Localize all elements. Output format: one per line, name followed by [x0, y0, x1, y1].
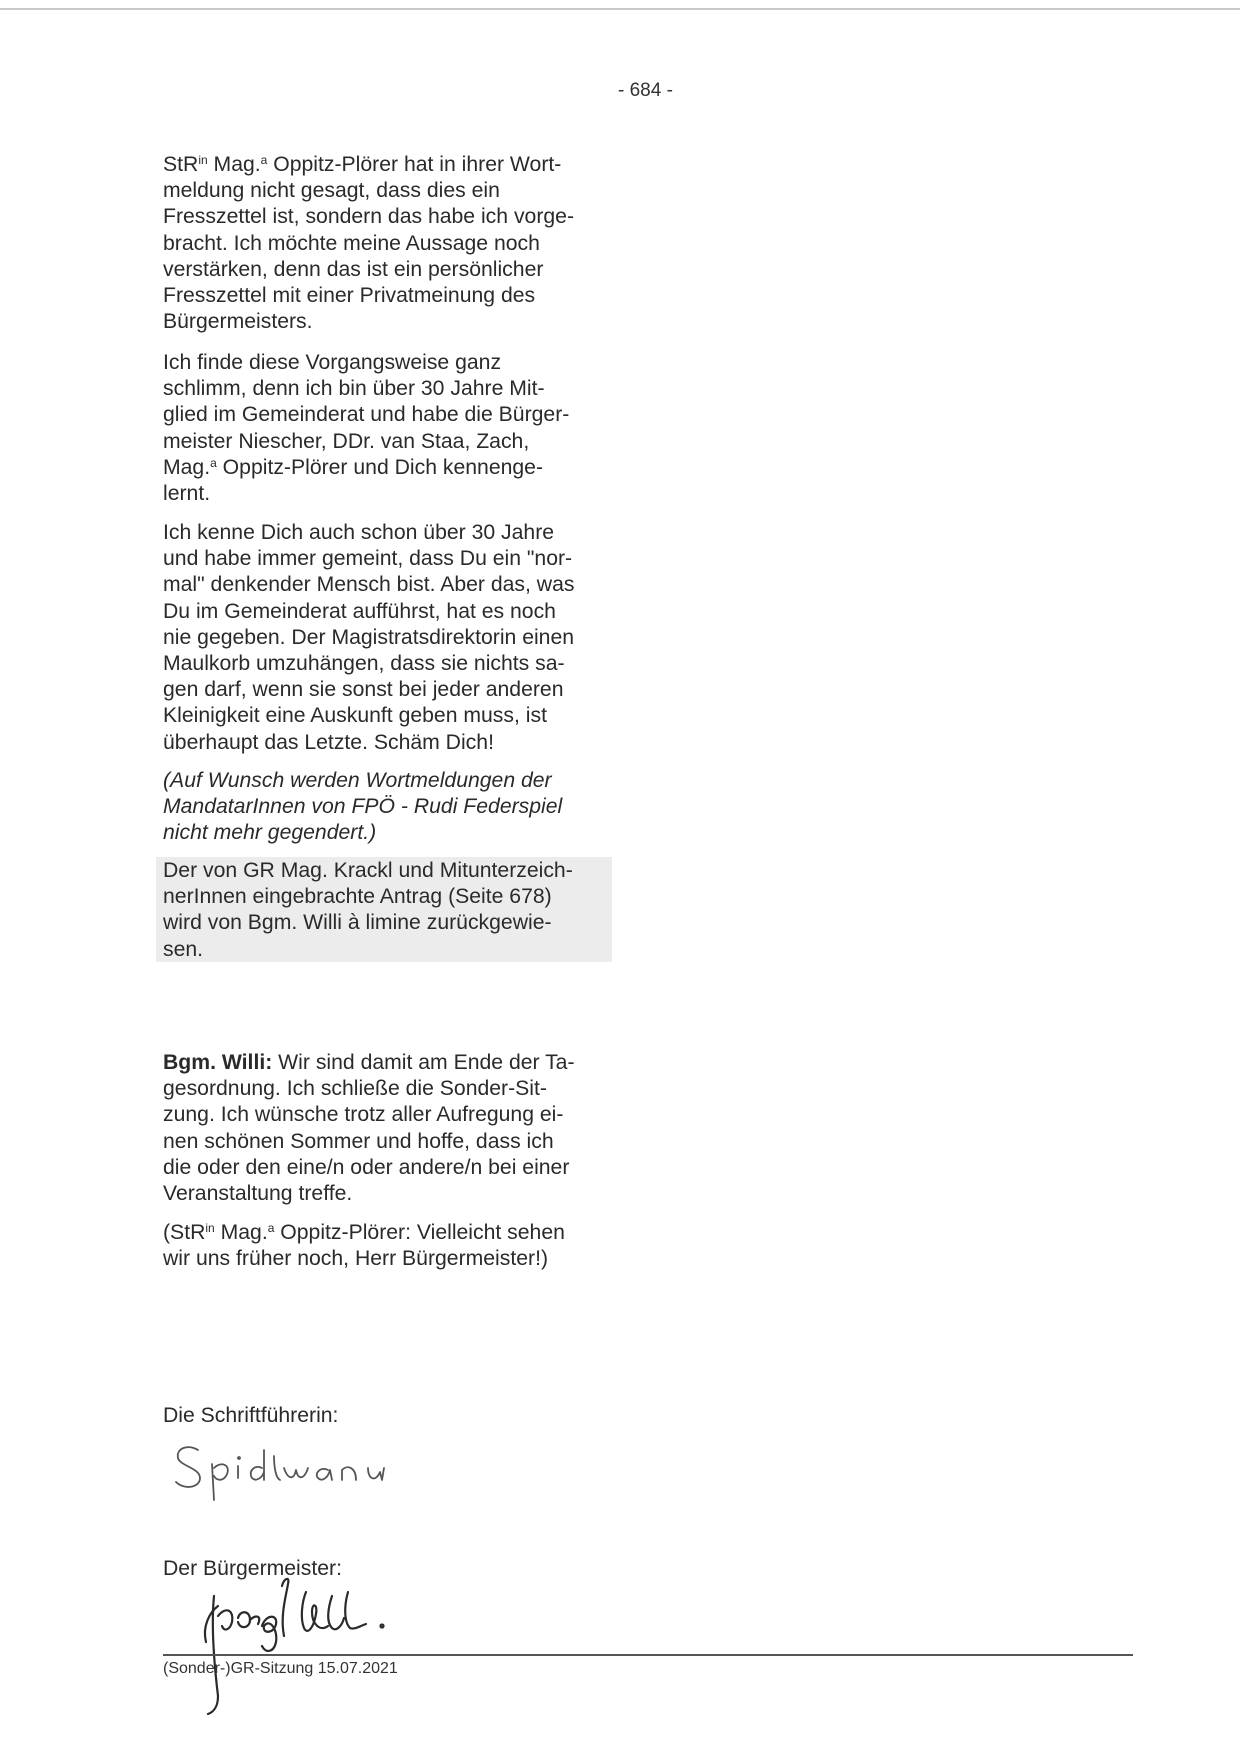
editorial-note: (Auf Wunsch werden Wortmeldungen der MandatarInnen von FPÖ - Rudi Federspiel nicht mehr gegendert.) [163, 769, 563, 845]
paragraph-1: StR$^{in}$ Mag.$^a$ Oppitz-Plörer hat in ihrer Wort- meldung nicht gesagt, dass dies ein Fresszettel ist, sondern das habe ich vorge- bracht. Ich möchte meine Aussage noch verstärken, denn das ist ein persönlicher Fresszettel mit einer Privatmeinung des Bürgermeisters. [163, 153, 575, 334]
motion-rejected-paragraph: Der von GR Mag. Krackl und Mitunterzeich- nerInnen eingebrachte Antrag (Seite 678) wird von Bgm. Willi à limine zurückgewie- sen. [163, 859, 573, 961]
mayor-label: Der Bürgermeister: [163, 1557, 342, 1580]
secretary-label: Die Schriftführerin: [163, 1404, 339, 1427]
paragraph-2: Ich finde diese Vorgangsweise ganz schlimm, denn ich bin über 30 Jahre Mit- glied im Gemeinderat und habe die Bürger- meister Niescher, DDr. van Staa, Zach, Mag.$^a$ Oppitz-Plörer und Dich kennenge- lernt. [163, 351, 570, 506]
footer-text: (Sonder-)GR-Sitzung 15.07.2021 [163, 1660, 398, 1677]
secretary-signature [170, 1438, 440, 1508]
footer-rule [163, 1654, 1133, 1656]
paragraph-3: Ich kenne Dich auch schon über 30 Jahre und habe immer gemeint, dass Du ein "nor- mal" denkender Mensch bist. Aber das, was Du im Gemeinderat aufführst, hat es noch nie gegeben. Der Magistratsdirektorin einen Maulkorb umzuhängen, dass sie nichts sa- gen darf, wenn sie sonst bei jeder anderen Kleinigkeit eine Auskunft geben muss, ist überhaupt das Letzte. Schäm Dich! [163, 521, 575, 754]
paragraph-interjection: (StR$^{in}$ Mag.$^a$ Oppitz-Plörer: Vielleicht sehen wir uns früher noch, Herr Bürgermeister!) [163, 1221, 565, 1271]
mayor-signature [196, 1556, 436, 1716]
speaker-label: Bgm. Willi: [163, 1051, 273, 1074]
paragraph-closing: Bgm. Willi: Wir sind damit am Ende der Ta- gesordnung. Ich schließe die Sonder-Sit- zung. Ich wünsche trotz aller Aufregung ei- nen schönen Sommer und hoffe, dass ich die oder den eine/n oder andere/n bei einer Veranstaltung treffe. [163, 1051, 575, 1206]
top-rule [0, 8, 1240, 10]
page-number: - 684 - [618, 80, 673, 101]
